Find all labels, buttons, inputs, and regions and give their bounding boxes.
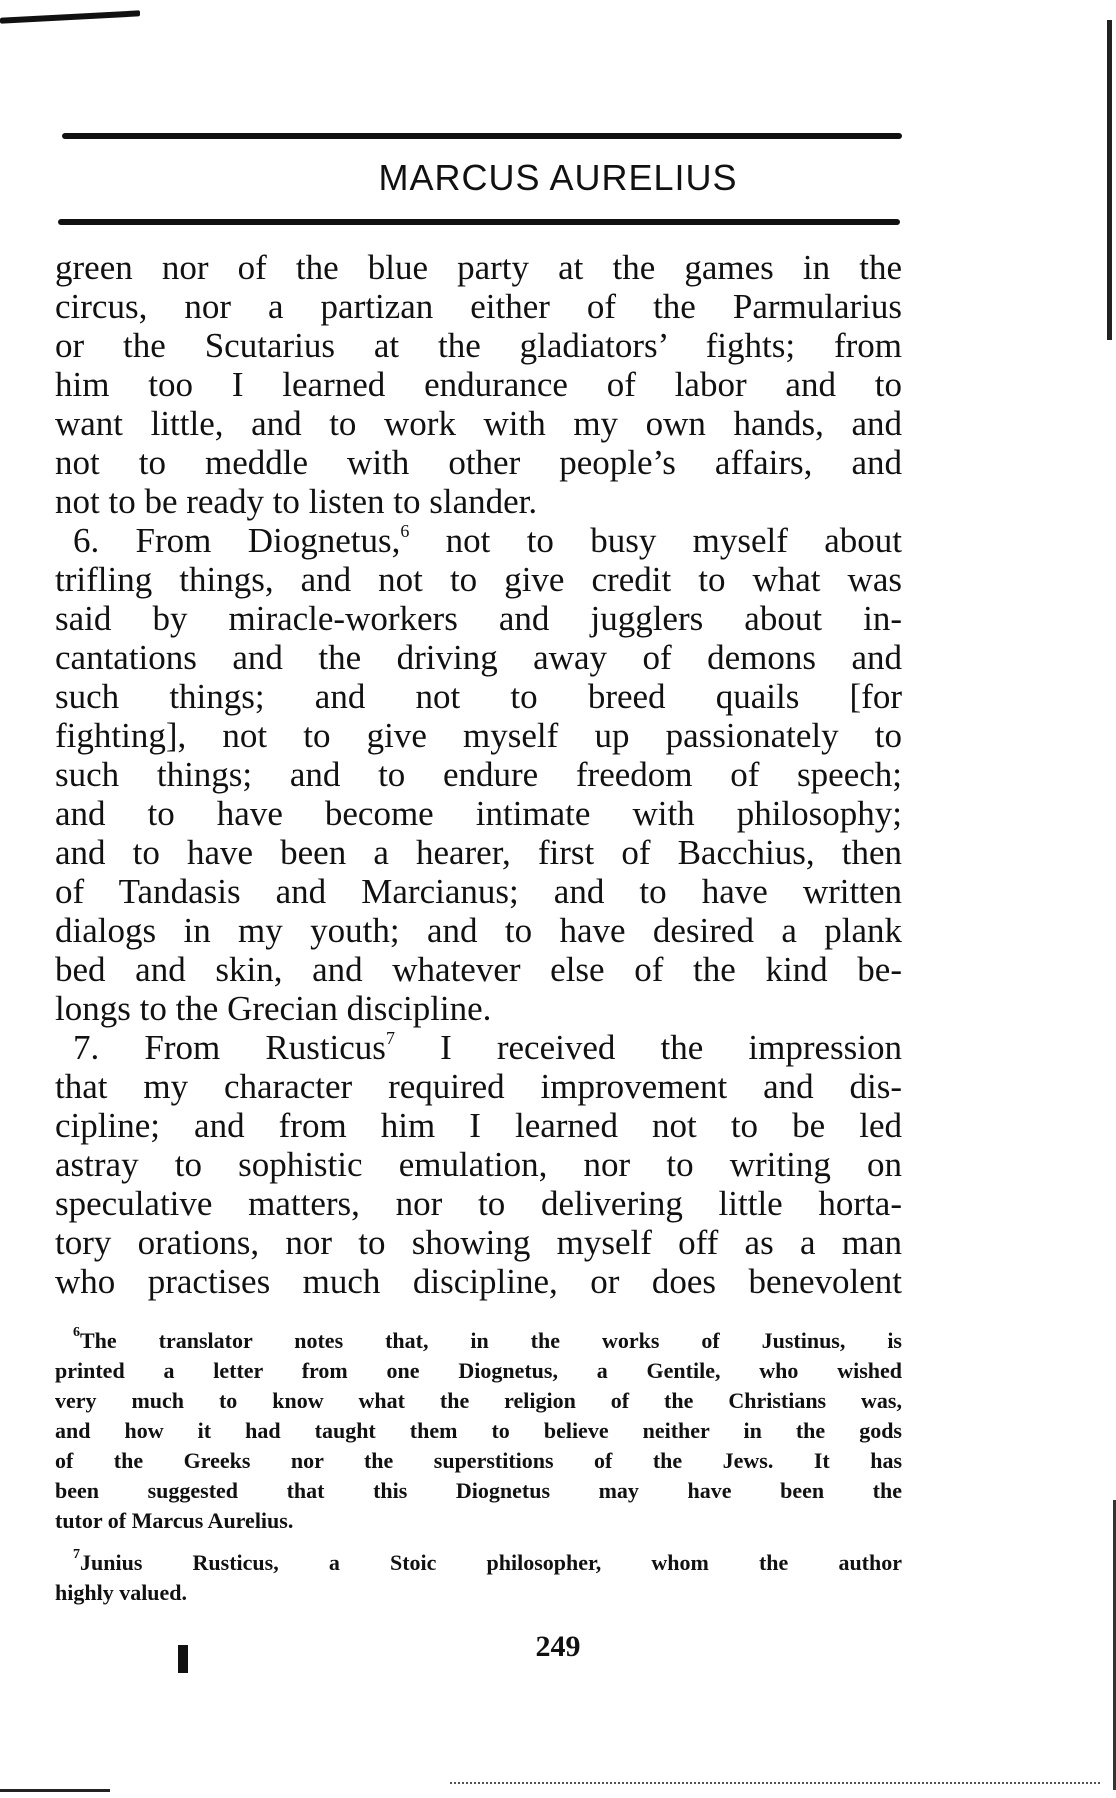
text-line: and to have been a hearer, first of Bacchius, then: [55, 833, 902, 872]
text-line: him too I learned endurance of labor and to: [55, 365, 902, 404]
footnote-ref-6: 6: [400, 521, 410, 541]
header-rule-bottom: [58, 219, 900, 225]
text-line: dialogs in my youth; and to have desired a plank: [55, 911, 902, 950]
text-line: astray to sophistic emulation, nor to writing on: [55, 1145, 902, 1184]
text-line: said by miracle-workers and jugglers about in-: [55, 599, 902, 638]
text-line: cipline; and from him I learned not to be led: [55, 1106, 902, 1145]
footnote-line: printed a letter from one Diognetus, a Gentile, who wished: [55, 1358, 902, 1383]
text-line: such things; and to endure freedom of speech;: [55, 755, 902, 794]
footnote-line: been suggested that this Diognetus may have been the: [55, 1478, 902, 1503]
page-number: 249: [535, 1630, 581, 1663]
scan-corner-mark: [0, 10, 140, 23]
scan-bottom-edge: [0, 1789, 110, 1792]
text-line: green nor of the blue party at the games in the: [55, 248, 902, 287]
text-line: cantations and the driving away of demons and: [55, 638, 902, 677]
text-fragment: not to busy myself about: [445, 521, 902, 560]
footnote-line: and how it had taught them to believe neither in the gods: [55, 1418, 902, 1443]
header-rule-top: [62, 133, 902, 139]
footnotes: [55, 1326, 902, 1608]
footnote-marker-7: 7: [73, 1547, 80, 1562]
footnote-text: The translator notes that, in the works of Justinus, is: [80, 1328, 902, 1353]
footnote-7-line: [55, 1548, 902, 1578]
footnote-gap: [55, 1536, 902, 1548]
text-line: trifling things, and not to give credit to what was: [55, 560, 902, 599]
footnote-line: highly valued.: [55, 1580, 188, 1605]
text-line: longs to the Grecian discipline.: [55, 989, 492, 1028]
text-line: that my character required improvement and dis-: [55, 1067, 902, 1106]
text-fragment: I received the impression: [440, 1028, 903, 1067]
text-line: fighting], not to give myself up passionately to: [55, 716, 902, 755]
footnote-6-line: [55, 1326, 902, 1356]
scan-bottom-dotted-edge: [450, 1782, 1100, 1784]
footnote-line: of the Greeks nor the superstitions of the Jews. It has: [55, 1448, 902, 1473]
footnote-ref-7: 7: [385, 1028, 395, 1048]
text-line: such things; and not to breed quails [for: [55, 677, 902, 716]
text-line: want little, and to work with my own hands, and: [55, 404, 902, 443]
text-line: or the Scutarius at the gladiators’ fights; from: [55, 326, 902, 365]
footnote-marker-6: 6: [73, 1325, 80, 1340]
text-line: of Tandasis and Marcianus; and to have written: [55, 872, 902, 911]
running-title: MARCUS AURELIUS: [378, 157, 738, 198]
footnote-line: very much to know what the religion of the Christians was,: [55, 1388, 902, 1413]
text-line: not to be ready to listen to slander.: [55, 482, 538, 521]
paragraph-6-first-line: [55, 521, 902, 560]
text-fragment: 6. From Diognetus,: [73, 521, 401, 560]
text-line: speculative matters, nor to delivering little horta-: [55, 1184, 902, 1223]
text-line: bed and skin, and whatever else of the kind be-: [55, 950, 902, 989]
text-line: not to meddle with other people’s affairs, and: [55, 443, 902, 482]
text-fragment: 7. From Rusticus: [73, 1028, 386, 1067]
body-text: [55, 248, 902, 1301]
text-line: who practises much discipline, or does benevolent: [55, 1262, 902, 1301]
footnote-text: Junius Rusticus, a Stoic philosopher, whom the author: [80, 1550, 902, 1575]
text-line: tory orations, nor to showing myself off as a man: [55, 1223, 902, 1262]
text-line: and to have become intimate with philosophy;: [55, 794, 902, 833]
footnote-line: tutor of Marcus Aurelius.: [55, 1508, 294, 1533]
text-line: circus, nor a partizan either of the Parmularius: [55, 287, 902, 326]
paragraph-7-first-line: [55, 1028, 902, 1067]
